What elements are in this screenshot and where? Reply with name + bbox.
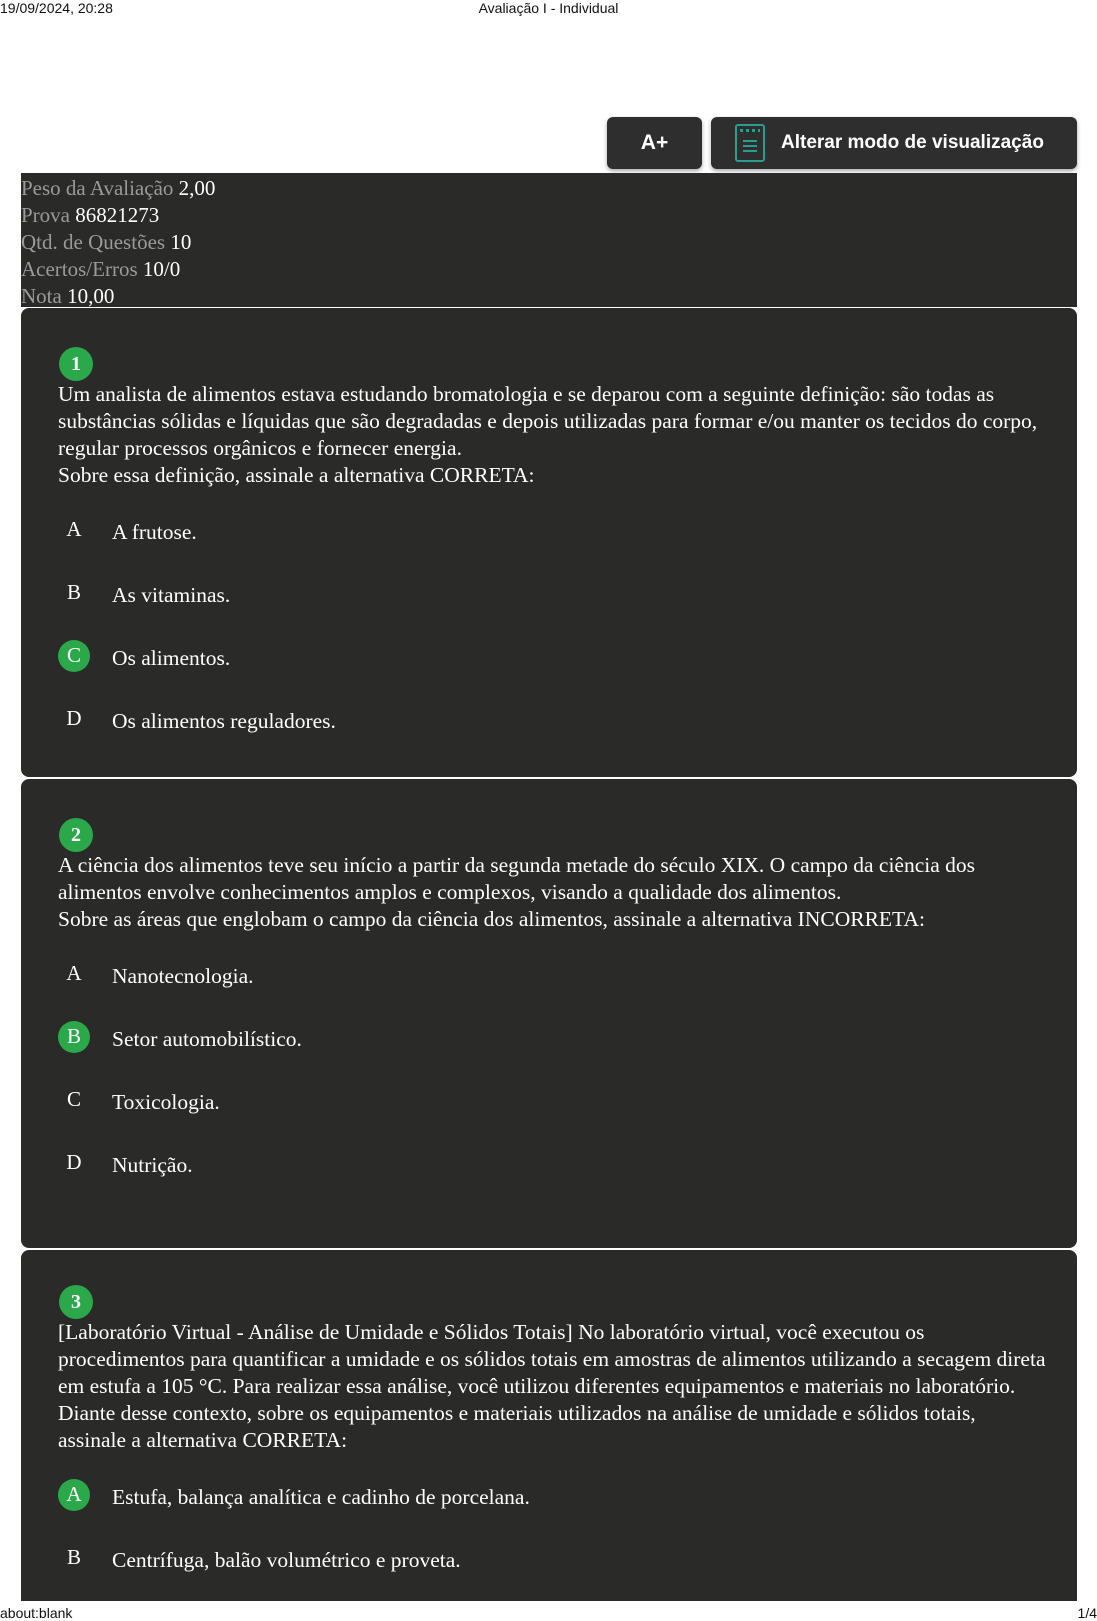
view-mode-button[interactable] [711,117,1077,169]
answer-option[interactable]: C Toxicologia. [66,1087,220,1114]
question-card [21,308,1077,777]
print-footer [0,1603,1097,1621]
summary-question-count: Qtd. de Questões 10 [21,230,192,254]
summary-score: Acertos/Erros 10/0 [21,257,181,281]
print-title: Avaliação I - Individual [478,0,619,16]
answer-option-correct[interactable]: B Setor automobilístico. [58,1008,1047,1071]
answer-option[interactable]: B As vitaminas. [66,580,231,607]
answer-options [58,945,1047,1197]
font-size-button[interactable]: A+ [607,117,702,169]
view-mode-label: Alterar modo de visualização [781,132,1044,153]
print-date: 19/09/2024, 20:28 [0,0,113,16]
print-page-number: 1/4 [1077,1605,1097,1621]
answer-option-correct[interactable]: C Os alimentos. [58,627,1047,690]
answer-option[interactable]: B Centrífuga, balão volumétrico e proveta. [66,1545,461,1572]
summary-grade: Nota 10,00 [21,284,115,308]
print-url: about:blank [0,1605,73,1621]
question-number-badge: 3 [59,1285,93,1319]
document-icon [735,124,765,162]
correct-answer-badge: A [58,1479,90,1511]
question-card [21,1250,1077,1601]
question-text: A ciência dos alimentos teve seu início a partir da segunda metade do século XIX. O campo da ciência dos alimentos envolve conhecimentos amplos e complexos, visando a qualidade dos alimentos. Sobre as áreas que englobam o campo da ciência dos alimentos, assinale a alternativa INCORRETA: [58,853,976,931]
answer-option[interactable]: A Nanotecnologia. [66,961,254,988]
exam-summary [21,173,1077,307]
summary-exam: Prova 86821273 [21,203,160,227]
answer-option[interactable]: D Os alimentos reguladores. [66,706,336,733]
question-text: Um analista de alimentos estava estudando bromatologia e se deparou com a seguinte definição: são todas as substâncias sólidas e líquidas que são degradadas e depois utilizadas para formar e/ou manter os tecidos do corpo, regular processos orgânicos e fornecer energia. Sobre essa definição, assinale a alternativa CORRETA: [58,382,1038,487]
answer-options [58,1466,1047,1592]
answer-option[interactable]: D Nutrição. [66,1150,193,1177]
correct-answer-badge: C [58,640,90,672]
question-number-badge: 2 [59,818,93,852]
question-number-badge: 1 [59,347,93,381]
print-header [0,0,1097,16]
answer-option[interactable]: A A frutose. [66,517,197,544]
question-text: [Laboratório Virtual - Análise de Umidade e Sólidos Totais] No laboratório virtual, você executou os procedimentos para quantificar a umidade e os sólidos totais em amostras de alimentos utilizando a secagem direta em estufa a 105 °C. Para realizar essa análise, você utilizou diferentes equipamentos e materiais no laboratório. Diante desse contexto, sobre os equipamentos e materiais utilizados na análise de umidade e sólidos totais, assinale a alternativa CORRETA: [58,1320,1046,1452]
answer-option-correct[interactable]: A Estufa, balança analítica e cadinho de porcelana. [58,1466,1047,1529]
correct-answer-badge: B [58,1021,90,1053]
summary-weight: Peso da Avaliação 2,00 [21,176,216,200]
question-card [21,779,1077,1248]
answer-options [58,501,1047,753]
